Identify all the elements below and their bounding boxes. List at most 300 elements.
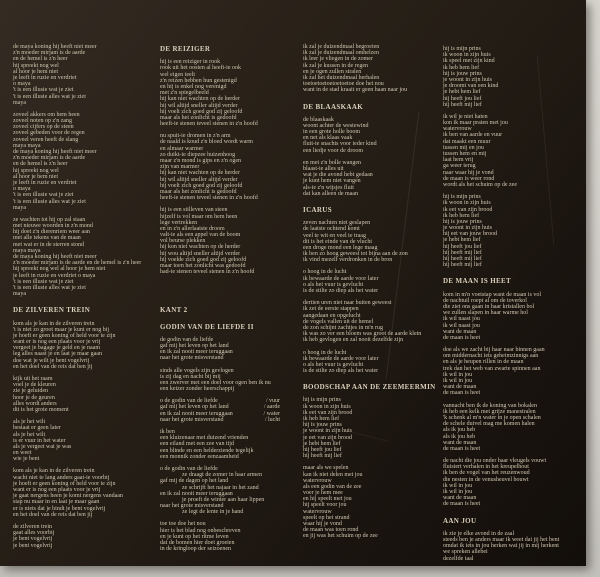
lyric-line: 't is een illusie alles wat je ziet (13, 198, 86, 205)
lyric-line: ik wil naast jou (443, 322, 480, 329)
lyric-line: hier is het blad nog onbeschreven (160, 527, 241, 534)
stanza (160, 466, 280, 516)
lyric-line: een droge mond een lege maag (303, 244, 378, 251)
stanza (443, 194, 559, 268)
lyric-line: dezelfde taal (443, 555, 474, 562)
lyric-line: nu spuit-ie dromen in z'n arm (160, 133, 231, 140)
lyric-line: ik zet de eerste stappen (303, 306, 359, 313)
lyric-line: ik eet van zijn brood (303, 409, 353, 416)
lyric-line: hij is mijn prins (443, 46, 481, 52)
lyric-line: je hebt hem lief (303, 440, 341, 447)
lyric-line: z'n moeder mirjam is de aarde (13, 50, 86, 57)
lyric-line: steeds ben je anders maar ik weet dat jij het bent (443, 536, 560, 543)
lyric-line: ik wil in jou (443, 489, 473, 496)
lyric-line: ik vind mezelf verdronken in de bron (303, 257, 393, 264)
lyric-line: waar hij je vond (303, 521, 342, 528)
lyric-line: hij is jouw prins (443, 70, 482, 77)
lyric-line: lege vertrekken (160, 219, 198, 226)
lyric-line: kon ik maar praten met jou (443, 120, 508, 127)
lyric-line: hij heeft mij lief (443, 101, 482, 108)
lyric-line: ik heb een kelk met grijze manestralen (443, 408, 536, 415)
lyric-line: hijzelf is vol maar om hem heen (160, 213, 238, 220)
lyric-line: om middernacht iets geheimzinnigs aan (443, 353, 539, 360)
lyric-line: en als je heupen rillen in de maan (443, 359, 524, 366)
lyric-line: en weet (13, 450, 32, 457)
lyric-line: zoveel akkers om hem heen (13, 111, 80, 118)
lyric-line: doe wat je wilt je bent vogelvrij (13, 357, 90, 364)
lyric-line: die ziet ons gaan in haar kristallen bol (443, 303, 535, 310)
stanza (13, 468, 141, 518)
lyric-line: hij heeft mij lief (443, 262, 482, 269)
lyric-line: zoveel gebeden voor de regen (13, 130, 85, 137)
stanza (443, 114, 559, 188)
lyric-line: een kluizenaar met duizend vrienden (160, 435, 249, 442)
lyric-line: de maya koning hij heeft niet meer (13, 254, 97, 260)
lyric-line: hij heeft jou lief (443, 243, 482, 250)
lyric-line: want er is nog een plaats voor je vrij (13, 339, 101, 346)
lyric-line: de maya koning hij heeft niet meer (13, 149, 97, 155)
lyric-line: 'k schenk al m'n water in je open schalen (443, 414, 541, 421)
lyric-line: kijk uit het raam (13, 376, 53, 383)
lyric-line: hij heeft mij lief (303, 453, 342, 460)
lyric-line: je woont in zijn huis (303, 428, 352, 435)
lyric-line: de nacht die jou onder haar vleugels vouwt (443, 458, 547, 465)
lyric-line: heeft-ie stenen teveel stenen in z'n hoofd (160, 195, 258, 202)
stanza (160, 133, 280, 201)
lyric-text: o de godin van de liefde (160, 398, 218, 405)
lyrics-column-2 (160, 46, 280, 558)
lyric-line: wat je die avond hebt gedaan (303, 172, 373, 179)
lyric-line: ik ben de vogel van het reuzenwoud (443, 470, 530, 477)
stanza (160, 368, 280, 393)
stanza (303, 160, 436, 197)
lyric-line: maya (13, 204, 26, 211)
lyric-line: als je het wilt (13, 419, 46, 426)
lyric-line: je leeft in ruzie en verdriet o maya (13, 272, 96, 279)
lyric-line: de maan is heet (443, 501, 481, 508)
song-title: DE REIZIGER (160, 45, 211, 53)
lyric-line: ik zie je elke avond in de zaal (443, 530, 515, 537)
lyric-line: zeven nachten niet geslapen (303, 220, 371, 227)
lyric-line: ik woon in zijn huis (443, 200, 491, 207)
lyric-line: ik heb gevlogen en zal nooit dezelfde zijn (303, 337, 404, 344)
lyric-line: voel je de kleuren (13, 382, 56, 389)
lyric-line: hij spreekt nog wel (13, 62, 59, 69)
lyric-line: leg alles naast je en laat je maar gaan (13, 351, 102, 358)
lyric-line: vol beurse plekken (160, 238, 206, 245)
lyric-line: en ik zal nooit meer teruggaan (160, 349, 233, 356)
lyric-text: je proeft de winter aan haar lippen (182, 496, 265, 503)
lyric-line: we spreken allebei (443, 549, 488, 556)
lyric-line: en de hemel is z'n heer (13, 56, 68, 63)
lyric-line: de blaaskaak (303, 116, 334, 123)
lyric-line: doe als we zacht bij haar naar binnen gaan (443, 347, 545, 354)
lyric-line: trek dan het web van zwarte spinnen aan (443, 365, 541, 372)
lyric-line: die nesten in de venusheuvel bouwt (443, 476, 529, 483)
lyric-line: en met z'n bolle wangen (303, 159, 362, 166)
lyric-line: voer je hem mee (303, 490, 343, 497)
lyric-line: zoveel noten op z'n zang (13, 118, 73, 125)
lyric-text: ze draagt de zomer in haar armen (182, 472, 262, 479)
lyric-line: o als het vuur is gevlucht (303, 361, 364, 368)
element-annotation: / aarde (263, 404, 280, 411)
lyric-line: gaat alles voorbij (13, 530, 55, 537)
lyric-line: en hij is enkel nog verenigd (160, 83, 227, 90)
lyric-line: want in de stad kraait er geen haan naar jou (303, 87, 408, 94)
lyric-line: de maan is heet (443, 445, 481, 452)
lyric-line: heeft-ie stenen teveel stenen in z'n hoofd (160, 121, 258, 128)
lyric-line: hij is een reiziger in rook (160, 59, 221, 66)
song-title: GODIN VAN DE LIEFDE II (160, 322, 254, 331)
lyric-line: er is niets dat je bindt je bent vogelvrij (13, 505, 106, 512)
lyric-line: hij kon niet wachten op de herder (160, 244, 241, 251)
lyric-line: maar als het zonlicht is gedoofd (160, 114, 237, 121)
lyric-line: de maan is heet (443, 334, 481, 341)
lyric-line: wel eigen teelt (160, 71, 195, 78)
lyric-line: kom in m'n voetstap want de maan is vol (443, 291, 542, 298)
lyric-line: laat hem vrij (443, 157, 474, 164)
lyric-line: je bent vogelvrij (13, 542, 53, 549)
lyric-line: hij doet z'n dierenriem weer aan (13, 229, 90, 236)
lyric-line: ik eet van zijn brood (443, 206, 493, 213)
lyric-line: ik zal je kussen in de regen (303, 62, 368, 69)
lyric-line: we zullen slapen in haar warme hol (443, 310, 528, 317)
lyric-line: 't is niet zo groot maar je kunt er nog bij (13, 326, 110, 333)
lyric-line: de laatste ochtend komt (303, 226, 360, 233)
lyric-line: een monnik zonder eenzaamheid (160, 453, 239, 460)
lyric-line: zie je geluiden (13, 388, 48, 395)
song-title: DE ZILVEREN TREIN (13, 306, 91, 315)
lyric-line: 't is een illusie wat je ziet (13, 87, 74, 94)
lyric-line: hij is jouw prins (443, 218, 482, 225)
lyric-line: de maya koning hij heeft niet meer (13, 44, 97, 50)
lyric-line: en almaar warmer (160, 145, 204, 152)
lyrics-column-3 (303, 44, 436, 546)
lyric-line: ik wil in jou (443, 482, 473, 489)
song-title: ICARUS (303, 205, 332, 214)
lyric-line: hij wil altijd sneller altijd verder (160, 102, 238, 109)
lyric-line: rook uit het oosten al heeft-ie ook (160, 65, 241, 72)
lyric-line: als-ie z'n wijsjes fluit (303, 184, 354, 191)
lyric-line: hij heeft mij lief (443, 256, 482, 262)
lyric-text: naar het grote misverstand (160, 416, 224, 423)
lyric-line: ik ben zo hoog geweest tot bijna aan de zon (303, 251, 408, 258)
stanza (443, 347, 559, 397)
lyric-line: maar z'n mond is gips en z'n ogen (160, 158, 241, 165)
lyric-line: o de godin van de liefde (160, 465, 218, 472)
lyric-line: en je ogen zullen stralen (303, 68, 362, 75)
stanza (13, 419, 141, 462)
element-annotation: / vuur (265, 398, 280, 405)
lyric-line: wie je bent (13, 456, 40, 463)
lyric-line: fluit-ie snachts voor ieder kind (303, 141, 377, 148)
lyric-line: hij kan niet wachten op de herder (160, 96, 240, 103)
lyric-line: je hebt hem lief (443, 89, 481, 96)
lyric-line: is de stilte zo diep als het water (303, 288, 379, 295)
lyric-line: hij voelt zich goed god zij geloofd (160, 182, 243, 189)
lyric-line: in de kringloop der seizoenen (160, 546, 231, 553)
lyric-line: de zon schijnt zachtjes in m'n rug (303, 324, 384, 331)
lyric-line: ze wachten tot hij op zal staan (13, 216, 86, 223)
lyric-line: ik bewaarde de aarde voor later (303, 275, 379, 282)
lyric-line: zo duikt-ie diepzee huizenhoog (160, 151, 236, 158)
stanza (303, 300, 436, 343)
stanza (303, 465, 436, 539)
lyric-line: want er is nog een plaats voor je vrij (13, 487, 101, 494)
lyric-line: ik was zo ver een bloem was groot de aarde klein (303, 331, 422, 338)
lyric-line: je hebt hem lief (443, 237, 481, 244)
lyric-line: dat maakt een muur (443, 138, 491, 145)
lyric-line: ga weer terug (443, 163, 476, 170)
lyric-line: hij is mijn prins (303, 397, 341, 404)
lyric-line: je woont in zijn huis (443, 225, 492, 232)
lyric-line: zoveel veren heeft de slang (13, 136, 79, 143)
lyrics-column-1 (13, 44, 141, 555)
lyric-line: hij wil altijd sneller altijd verder (160, 176, 238, 183)
lyric-line: dit is het einde van de vlucht (303, 238, 372, 245)
lyric-line: maar toen het zonlicht was gedoofd (160, 263, 246, 270)
lyric-line: hij spreekt nog wel al hoor je hem niet (13, 266, 106, 273)
lyric-line: had-ie stenen teveel stenen in z'n hoofd (160, 269, 255, 276)
lyric-text: gaf mij het leven op het land (160, 404, 229, 411)
lyric-line: watervrouw (303, 477, 332, 484)
lyric-line: bestaat er geen later (13, 425, 61, 432)
lyric-line: dertien uren niet naar buiten geweest (303, 300, 392, 307)
lyric-line: hij speelt voor jou (303, 502, 347, 509)
lyric-line: en je kunt op het ritme leven (160, 533, 229, 540)
lyric-line: tussen hem en mij (443, 151, 487, 157)
lyric-line: met z'n spiegelbeeld (160, 90, 209, 97)
lyric-line: is er vuur in het water (13, 437, 66, 444)
lyric-line: en net als klaas vaak (303, 135, 353, 142)
lyric-line: ik wil je niet haten (443, 113, 488, 120)
stanza (303, 44, 436, 94)
lyric-line: hij heeft jou lief (303, 446, 342, 453)
lyric-line: vannacht ben ik de koning van bokalen (443, 402, 537, 409)
lyric-line: je gaat nergens heen je komt nergens vandaan (13, 493, 123, 500)
lyric-line: en het doel van de reis dat ben jij (13, 363, 93, 370)
song-title: DE BLAASKAAK (303, 102, 364, 111)
lyric-line: al hoor je hem niet (13, 68, 58, 75)
element-annotation: / lucht (264, 416, 280, 423)
lyric-line: alles wordt anders (13, 400, 57, 407)
stanza (303, 350, 436, 375)
lyric-line: naar waar hij je vond (443, 169, 494, 176)
lyric-line: ik zal je duizendmaal omhelzen (303, 50, 379, 57)
lyric-line: naar het grote misverstand (160, 503, 224, 510)
lyric-line: en in z'n allerlaatste droom (160, 225, 225, 232)
lyric-line: je bent vogelvrij (13, 536, 53, 543)
lyric-text: ze schrijft het najaar in het zand (182, 484, 259, 491)
lyric-line: als ik jou heb (443, 433, 476, 440)
stanza (303, 397, 436, 459)
lyric-line: de maan is weer rond (443, 175, 495, 182)
lyric-line (160, 509, 280, 515)
lyric-line: ik woon in zijn huis (303, 403, 351, 410)
lyric-line: gaf mij de dagen op het land (160, 478, 229, 485)
element-annotation: / water (263, 410, 280, 417)
lyric-line: tussen mij en jou (443, 144, 484, 151)
lyric-line: een eiland met een zee van tijd (160, 441, 234, 448)
lyric-line: kom als je kan in de zilveren trein (13, 320, 95, 327)
lyric-line: en de hemel is z'n heer (13, 161, 68, 168)
lyric-line: 't is een illusie alles wat je ziet (13, 93, 86, 100)
lyric-line: je droomt van een kind (443, 83, 499, 90)
lyric-line: vergeet je bagage je geld en je naam (13, 345, 101, 352)
stanza (13, 44, 141, 106)
lyric-line: hij voelt zich goed god zij geloofd (160, 108, 243, 115)
lyric-line: aangedaan en opgelucht (303, 312, 361, 319)
stanza (443, 292, 559, 342)
lyric-line: 't is een illusie alles wat je ziet (13, 284, 86, 291)
lyric-line: sinds alle vogels zijn gevlogen (160, 367, 234, 374)
lyric-line: valt-ie als een appel van de boom (160, 232, 241, 239)
lyric-line: de godin van de liefde (160, 336, 214, 343)
stanza (303, 220, 436, 263)
lyric-line: je eet van zijn brood (303, 434, 352, 441)
lyric-line: ik wil in jou (443, 371, 473, 378)
lyric-line: woont achter de westewind (303, 122, 369, 129)
lyric-line: een blinde en een helderziende tegelijk (160, 447, 254, 454)
lyric-line: o als het vuur is gevlucht (303, 281, 364, 288)
lyric-line: een keizer zonder heerschappij (160, 386, 235, 393)
lyric-line: in een grote holle boom (303, 129, 360, 136)
lyric-line: de naald is koud z'n bloed wordt warm (160, 139, 253, 146)
lyric-line: hij heeft jou lief (443, 95, 482, 102)
lyric-text: ze legt de lente in je hand (182, 509, 244, 516)
lyric-line: fluistert verhalen in het kreupelhout (443, 464, 529, 471)
lyric-line: maar als we spelen (303, 465, 349, 472)
lyric-line: dat de bomen hier doet groeien (160, 540, 235, 547)
lyric-line: met nieuwe woorden in z'n mond (13, 223, 93, 230)
lyric-line: ik heb hem lief (443, 212, 480, 219)
lyric-line: als een godin van de zee (303, 483, 362, 490)
lyric-line: hij wou altijd sneller altijd verder (160, 250, 241, 257)
lyric-line: de zilveren trein (13, 523, 52, 530)
lyric-line: speelt op het strand (303, 514, 350, 521)
stanza (160, 207, 280, 275)
lyric-line: want de maan (443, 495, 477, 502)
lyric-text: en ik zal nooit meer teruggaan (160, 410, 233, 417)
lyric-line: o hoog in de lucht (303, 269, 347, 276)
lyric-line: o maya (13, 186, 31, 193)
lyric-line: wordt als het schuim op de zee (443, 181, 517, 188)
stanza (160, 337, 280, 362)
lyric-line: hij voelde zich goed god zij geloofd (160, 256, 247, 263)
lyric-line: ik ben van aarde en vuur (443, 132, 503, 139)
lyric-line: zoveel cijfers op de steen (13, 124, 74, 131)
lyric-line: met wat er in de sterren stond (13, 241, 84, 248)
lyric-line: een liedje voor de droom (303, 147, 363, 154)
lyric-line: hoor je de geuren (13, 394, 55, 401)
lyric-line: hij kan niet wachten op de herder (160, 170, 240, 177)
lyric-line: toetoetoetoetoetoetoe doe het nou (303, 81, 384, 88)
lyric-line: de maan is heet (443, 390, 481, 397)
lyric-line: ik woon in zijn huis (443, 52, 491, 59)
lyric-line (160, 417, 280, 423)
lyric-line: dit is het grote moment (13, 406, 69, 413)
lyric-line: de nachtuil roept al om de toverkol (443, 297, 527, 304)
lyric-line: de maan was toen rond (303, 527, 359, 534)
song-title: DE MAAN IS HEET (443, 277, 512, 286)
lyric-line: als je vergeet wat je was (13, 443, 72, 450)
lyric-line: hij is jouw prins (303, 422, 342, 429)
lyric-line: omdat ik iets in jou herken wat jij in mij herkent (443, 543, 559, 550)
lyric-line: kan ik niet delen met jou (303, 471, 363, 478)
lyric-line: met alle tekens van de maan (13, 235, 81, 242)
lyric-line: naar het grote misverstand (160, 355, 224, 362)
lyric-line: 't is een illusie wat je ziet (13, 192, 74, 199)
lyric-line: ik heb hem lief (443, 64, 480, 71)
stanza (13, 524, 141, 549)
stanza (443, 458, 559, 508)
lyric-line: veel te wit en veel te traag (303, 232, 366, 239)
lyric-line: al hoor je hem niet (13, 173, 58, 180)
lyric-line: zijn van marmer (160, 164, 200, 171)
lyric-line: ik speel met zijn kind (443, 58, 495, 65)
lyric-line: als je het wilt (13, 431, 46, 438)
lyric-line: want de maan (443, 328, 477, 335)
lyric-line: is de stilte zo diep als het water (303, 368, 379, 375)
stanza (443, 531, 559, 562)
lyric-line: een zwerver met een doel voor ogen ben ik nu (160, 379, 271, 386)
lyric-line: maya maya (13, 142, 41, 149)
lyric-line: en hij speelt met jou (303, 496, 352, 503)
lyric-line: ik leer je vliegen in de zomer (303, 56, 373, 63)
lyric-line: watervrouw (443, 126, 472, 133)
stanza (13, 321, 141, 371)
stanza (160, 398, 280, 423)
lyric-line: kom als je kan in de zilveren trein (13, 468, 95, 475)
side-label: KANT 2 (160, 306, 188, 315)
lyric-line: ik zal je duizendmaal begroeten (303, 44, 380, 50)
lyric-line: want de maan (443, 384, 477, 391)
lyric-line: want de maan (443, 439, 477, 446)
stanza (13, 376, 141, 413)
lyric-line: je leeft in ruzie en verdriet (13, 74, 77, 81)
lyric-line: de schele duivel mag me komen halen (443, 421, 535, 428)
lyric-line: maya maya (13, 247, 41, 254)
lyric-line: o hoog in de lucht (303, 349, 347, 356)
lyric-line: ik ben (160, 429, 175, 436)
stanza (13, 112, 141, 211)
stanza (443, 46, 559, 108)
lyric-line: hij is een stilleven van steen (160, 207, 228, 214)
stanza (303, 117, 436, 154)
song-title: BOODSCHAP AAN DE ZEEMEERMIN (303, 383, 436, 392)
lyric-line: toe toe doe het nou (160, 521, 206, 528)
stanza (160, 59, 280, 127)
lyric-line: ik wil naast jou (443, 316, 480, 323)
lyric-line: ik bewaarde de aarde voor later (303, 355, 379, 362)
lyric-line: maar als het zonlicht is gedoofd (160, 188, 237, 195)
lyric-line: je hoeft er geen koning of held voor te zijn (13, 480, 116, 487)
lyric-line: je kunt hem niet vangen (303, 178, 361, 185)
lyric-line: maya (13, 99, 26, 106)
lyric-line: je leeft in ruzie en verdriet (13, 179, 77, 186)
lyric-line: hij is mijn prins (443, 194, 481, 201)
lyric-line: ik heb hem lief (303, 416, 340, 423)
lyric-line: en jij was het schuim op de zee (303, 533, 378, 540)
lyric-line: o maya (13, 81, 31, 88)
lyric-line: hij eet van jouw brood (443, 231, 497, 238)
lyric-line: blaast-ie alles uit (303, 166, 344, 173)
lyric-line: is zij dag en nacht bij mij (160, 373, 221, 380)
stanza (443, 403, 559, 453)
lyric-line: ik zal het duizendmaal herhalen (303, 74, 380, 81)
lyric-line: hij spreekt nog wel (13, 167, 59, 174)
lyric-line: dat kan alleen de maan (303, 190, 358, 197)
